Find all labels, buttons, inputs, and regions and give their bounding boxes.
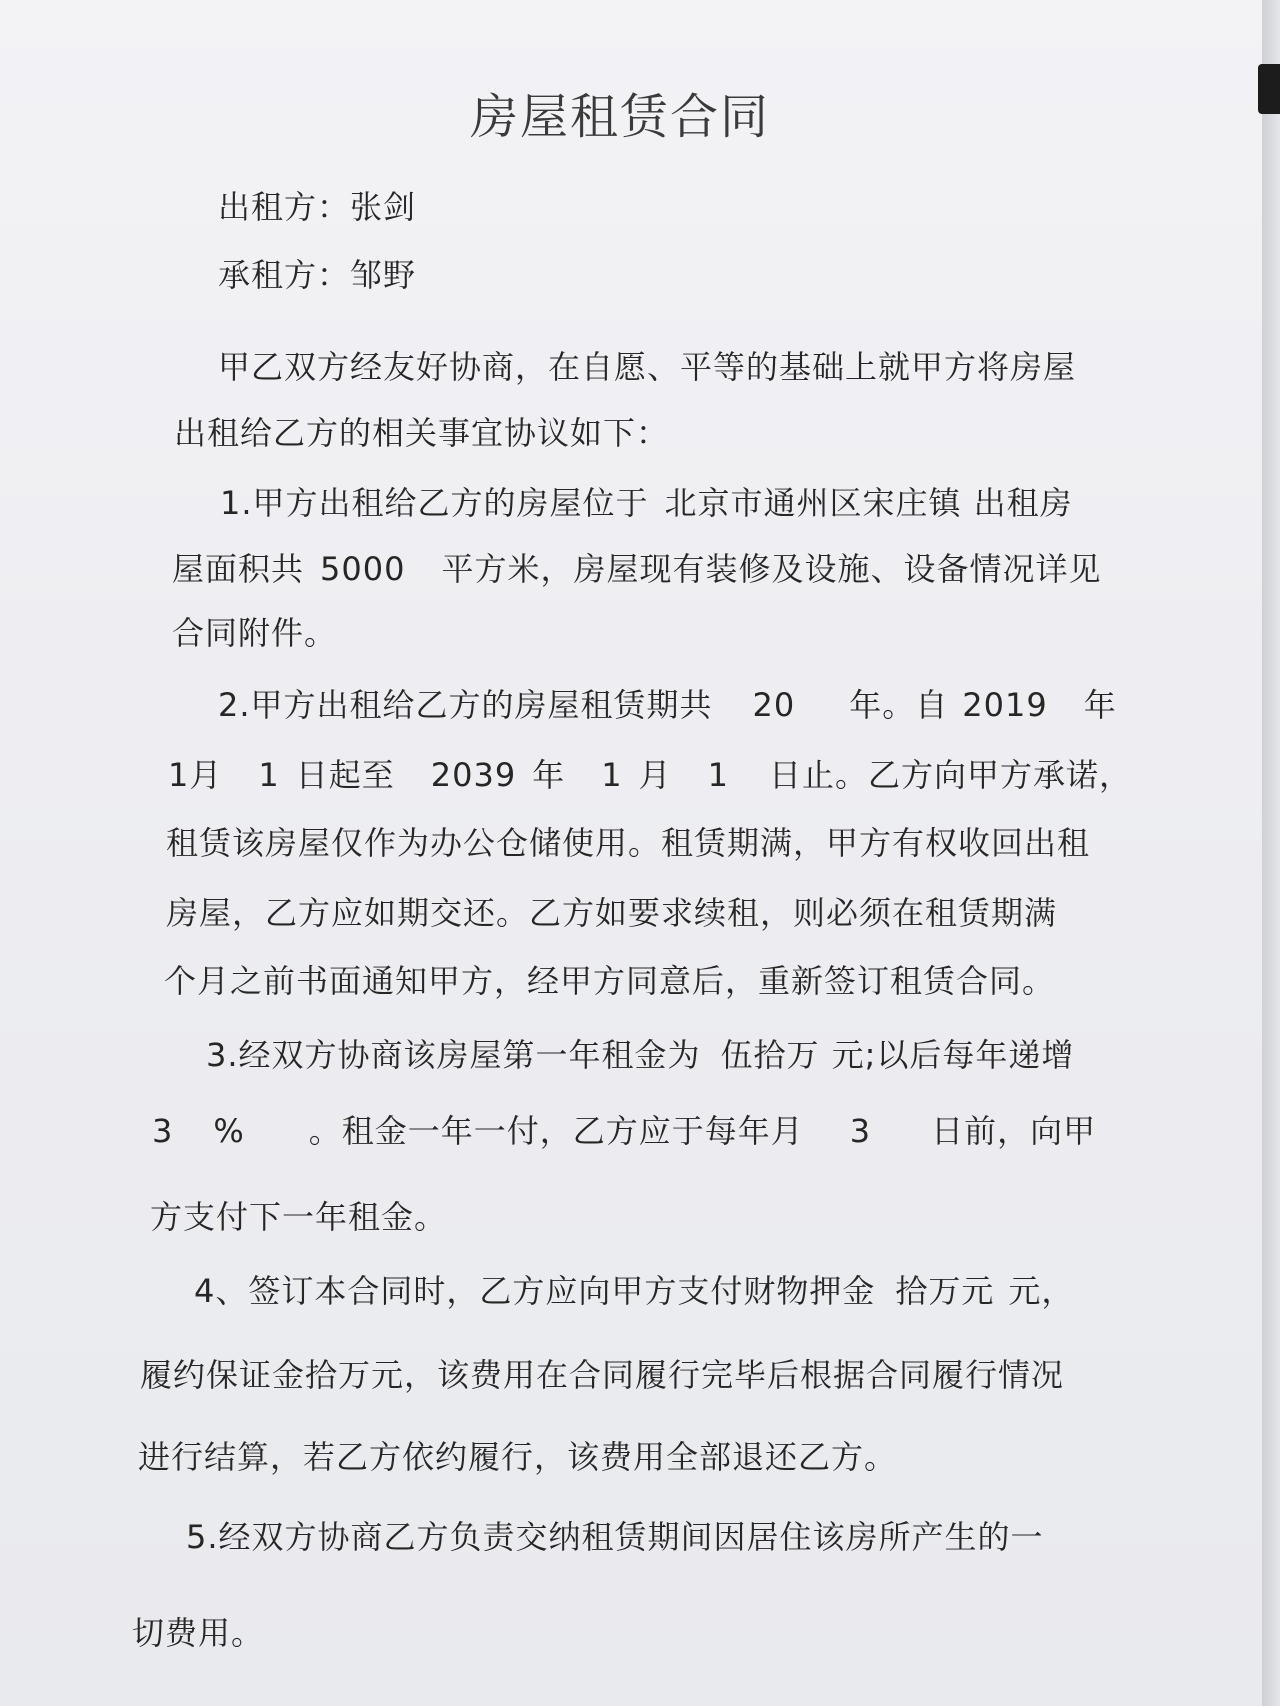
- intro-line-1: 甲乙双方经友好协商，在自愿、平等的基础上就甲方将房屋: [218, 348, 1077, 386]
- start-day: 1: [258, 756, 280, 794]
- clause1-line-1: [220, 478, 1073, 524]
- clause2-year-unit: 年。自: [849, 686, 949, 724]
- end-month: 1: [601, 756, 623, 794]
- clause3-line-2: [152, 1106, 1096, 1152]
- clause4-line-3: 进行结算，若乙方依约履行，该费用全部退还乙方。: [138, 1438, 898, 1476]
- clause5-line-1: 5.经双方协商乙方负责交纳租赁期间因居住该房所产生的一: [186, 1518, 1044, 1556]
- clause1-area-label: 屋面积共: [172, 550, 305, 588]
- clause4-line-1: [194, 1266, 1074, 1312]
- clause3-tail: 元;以后每年递增: [831, 1036, 1075, 1074]
- clause2-line-4: 房屋，乙方应如期交还。乙方如要求续租，则必须在租赁期满: [166, 894, 1058, 932]
- percent-sign: %: [213, 1112, 245, 1150]
- page-edge: [1262, 0, 1280, 1706]
- property-area: 5000: [320, 550, 406, 588]
- clause3-line-1: [206, 1030, 1074, 1076]
- clause2-line-2: [168, 750, 1132, 796]
- end-day: 1: [707, 756, 729, 794]
- clause2-line2-tail: 日止。乙方向甲方承诺，: [768, 756, 1132, 794]
- start-year: 2019: [962, 686, 1048, 724]
- lessor-line: [218, 182, 416, 228]
- clause3-line-3: 方支付下一年租金。: [150, 1198, 448, 1236]
- end-year: 2039: [430, 756, 517, 794]
- clause2-line-5: 个月之前书面通知甲方，经甲方同意后，重新签订租赁合同。: [164, 962, 1056, 1000]
- clause2-line-1: [218, 680, 1117, 726]
- clause1-line-3: 合同附件。: [172, 614, 338, 652]
- payment-day: 3: [849, 1112, 872, 1150]
- clause3-payment-text: 。租金一年一付，乙方应于每年月: [308, 1112, 804, 1150]
- first-year-rent: 伍拾万: [720, 1036, 820, 1074]
- clause2-end-year-char: 年: [532, 756, 566, 794]
- corner-clip: [1258, 64, 1280, 114]
- start-month: 1月: [168, 756, 223, 794]
- lessee-line: [218, 250, 416, 296]
- lessee-name: 邹野: [350, 256, 417, 294]
- clause3-line2-tail: 日前，向甲: [931, 1112, 1097, 1150]
- clause2-line-3: 租赁该房屋仅作为办公仓储使用。租赁期满，甲方有权收回出租: [166, 824, 1091, 862]
- clause3-text: 3.经双方协商该房屋第一年租金为: [206, 1036, 701, 1074]
- clause5-line-2: 切费用。: [132, 1614, 265, 1652]
- intro-line-2: 出租给乙方的相关事宜协议如下：: [174, 414, 670, 452]
- document-title: 房屋租赁合同: [469, 89, 770, 145]
- clause2-month-char: 月: [638, 756, 672, 794]
- clause4-line-2: 履约保证金拾万元，该费用在合同履行完毕后根据合同履行情况: [140, 1356, 1065, 1394]
- lessee-label: 承租方：: [218, 256, 351, 294]
- property-location: 北京市通州区宋庄镇: [664, 484, 962, 522]
- deposit-amount: 拾万元: [895, 1272, 995, 1310]
- annual-increase: 3: [152, 1112, 174, 1150]
- clause4-text: 4、签订本合同时，乙方应向甲方支付财物押金: [194, 1272, 876, 1310]
- clause1-area-tail: 平方米，房屋现有装修及设施、设备情况详见: [441, 550, 1102, 588]
- clause4-tail: 元，: [1008, 1272, 1075, 1310]
- lessor-name: 张剑: [350, 188, 417, 226]
- clause1-tail: 出租房: [973, 484, 1073, 522]
- clause1-text: 1.甲方出租给乙方的房屋位于: [220, 484, 649, 522]
- clause2-from-to: 日起至: [295, 756, 395, 794]
- lessor-label: 出租方：: [218, 188, 351, 226]
- clause2-text: 2.甲方出租给乙方的房屋租赁期共: [218, 686, 713, 724]
- clause2-year-char: 年: [1083, 686, 1117, 724]
- clause1-line-2: [172, 544, 1101, 590]
- lease-years: 20: [752, 686, 796, 724]
